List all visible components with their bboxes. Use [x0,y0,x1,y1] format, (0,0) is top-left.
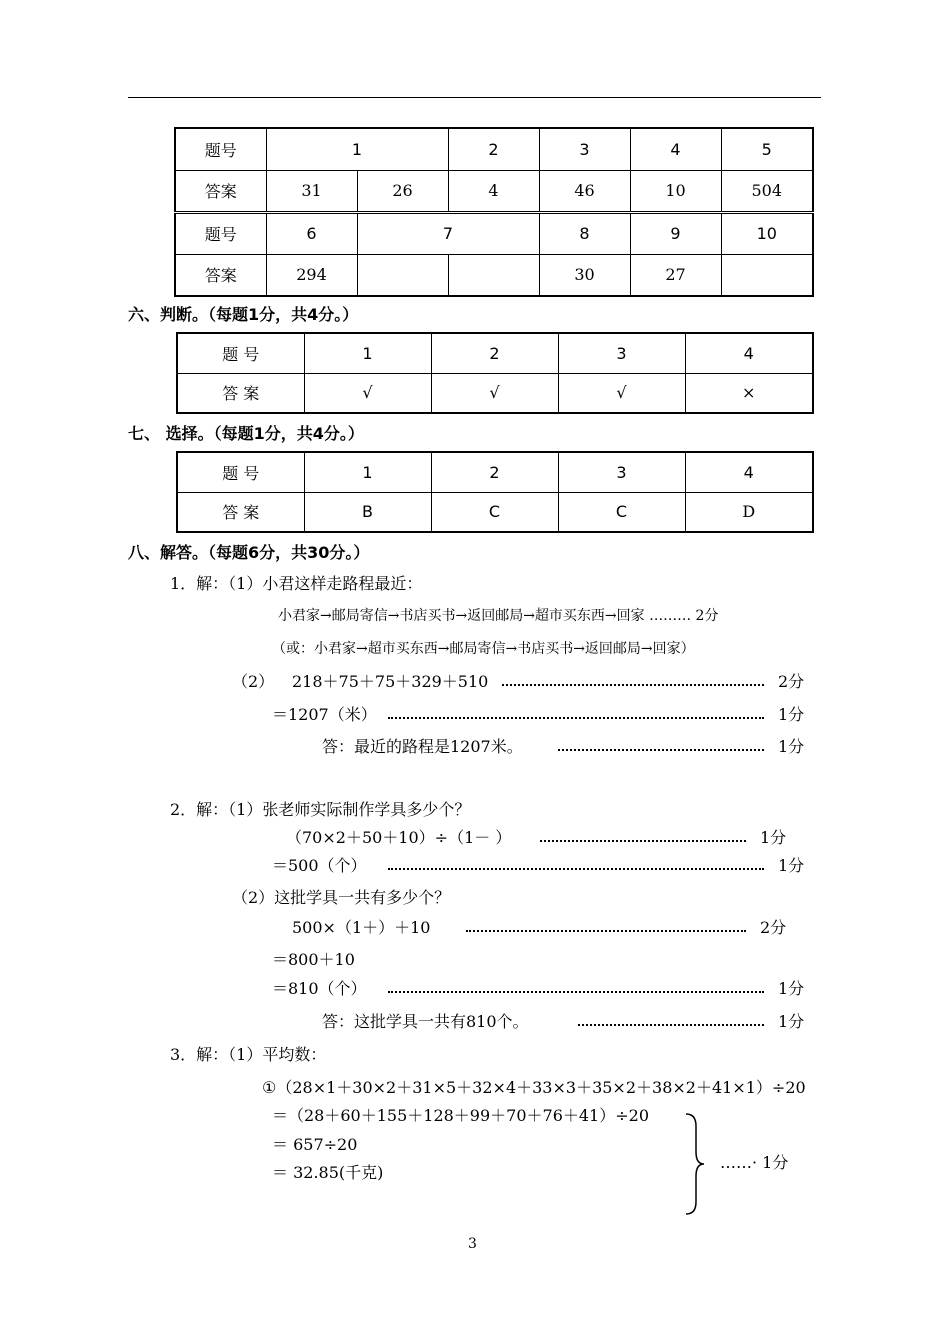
number-cell: 4 [630,128,721,170]
answer-cell: 4 [448,170,539,212]
answer-cell: 294 [266,254,357,296]
answer-cell: √ [558,373,685,413]
answer-cell: C [431,492,558,532]
q2-title: 2．解：（1）张老师实际制作学具多少个？ [170,800,471,819]
leader-dots [502,684,764,686]
q1-p2-result: ＝1207（米） [272,705,377,724]
right-brace-icon [684,1112,706,1216]
answer-cell: B [304,492,431,532]
leader-dots [388,991,764,993]
label-cell: 答 案 [177,373,304,413]
label-cell: 题 号 [177,452,304,492]
q1-alt-route: （或：小君家→超市买东西→邮局寄信→书店买书→返回邮局→回家） [272,641,695,657]
answer-cell: 31 [266,170,357,212]
number-cell: 1 [266,128,448,170]
leader-dots [578,1024,764,1026]
q3-line3: ＝ 657÷20 [272,1135,358,1154]
q3-title: 3．解：（1）平均数： [170,1045,327,1064]
section6-heading: 六、判断。（每题1分，共4分。） [128,305,359,324]
number-cell: 5 [721,128,813,170]
leader-dots [466,930,746,932]
answer-table-5 [174,127,814,297]
leader-dots [388,868,764,870]
label-cell: 答 案 [177,492,304,532]
answer-cell: √ [431,373,558,413]
number-cell: 10 [721,212,813,254]
q2-expr2: 500×（1＋）＋10 [292,918,431,937]
leader-dots [558,749,764,751]
page-number: 3 [468,1236,477,1252]
number-cell: 7 [357,212,539,254]
score-mark: 2分 [760,918,787,937]
q3-brace-mark: ……· 1分 [720,1153,789,1172]
judge-table [176,332,814,414]
q2-answer: 答：这批学具一共有810个。 [322,1012,529,1031]
score-mark: 1分 [778,705,805,724]
answer-cell: 27 [630,254,721,296]
q1-answer: 答：最近的路程是1207米。 [322,737,523,756]
answer-cell: 504 [721,170,813,212]
label-cell: 题号 [175,128,266,170]
number-cell: 3 [558,452,685,492]
answer-cell: √ [304,373,431,413]
number-cell: 9 [630,212,721,254]
q2-result2: ＝810（个） [272,979,367,998]
answer-cell: 46 [539,170,630,212]
number-cell: 1 [304,452,431,492]
header-rule [128,97,821,98]
number-cell: 2 [431,452,558,492]
number-cell: 8 [539,212,630,254]
label-cell: 题 号 [177,333,304,373]
q2-result1: ＝500（个） [272,856,367,875]
number-cell: 4 [685,452,813,492]
answer-cell: 10 [630,170,721,212]
score-mark: 2分 [778,672,805,691]
number-cell: 2 [448,128,539,170]
number-cell: 6 [266,212,357,254]
number-cell: 3 [539,128,630,170]
answer-cell: × [685,373,813,413]
answer-cell [721,254,813,296]
score-mark: 1分 [760,828,787,847]
q3-line1: ①（28×1＋30×2＋31×5＋32×4＋33×3＋35×2＋38×2＋41×1）÷20 [262,1078,806,1097]
q3-line2: ＝（28＋60＋155＋128＋99＋70＋76＋41）÷20 [272,1106,650,1125]
label-cell: 答案 [175,170,266,212]
number-cell: 3 [558,333,685,373]
label-cell: 题号 [175,212,266,254]
number-cell: 1 [304,333,431,373]
score-mark: 1分 [778,737,805,756]
q1-p2-label: （2） [232,672,275,691]
score-mark: 1分 [778,1012,805,1031]
answer-cell [357,254,448,296]
section8-heading: 八、解答。（每题6分，共30分。） [128,543,370,562]
answer-cell: 26 [357,170,448,212]
answer-cell: 30 [539,254,630,296]
q1-route: 小君家→邮局寄信→书店买书→返回邮局→超市买东西→回家 ……… 2分 [278,608,719,624]
q3-line4: ＝ 32.85(千克) [272,1163,384,1182]
q1-title: 1．解：（1）小君这样走路程最近： [170,574,423,593]
q2-expr1: （70×2＋50＋10）÷（1－ ） [286,828,512,847]
section7-heading: 七、 选择。（每题1分，共4分。） [128,424,364,443]
q1-p2-expr: 218＋75＋75＋329＋510 [292,672,489,691]
number-cell: 4 [685,333,813,373]
leader-dots [388,717,764,719]
number-cell: 2 [431,333,558,373]
answer-cell [448,254,539,296]
q2-sub2: （2）这批学具一共有多少个？ [232,888,451,907]
leader-dots [540,840,746,842]
score-mark: 1分 [778,856,805,875]
score-mark: 1分 [778,979,805,998]
choice-table [176,451,814,533]
answer-cell: C [558,492,685,532]
q2-step2: ＝800＋10 [272,950,355,969]
label-cell: 答案 [175,254,266,296]
answer-cell: D [685,492,813,532]
